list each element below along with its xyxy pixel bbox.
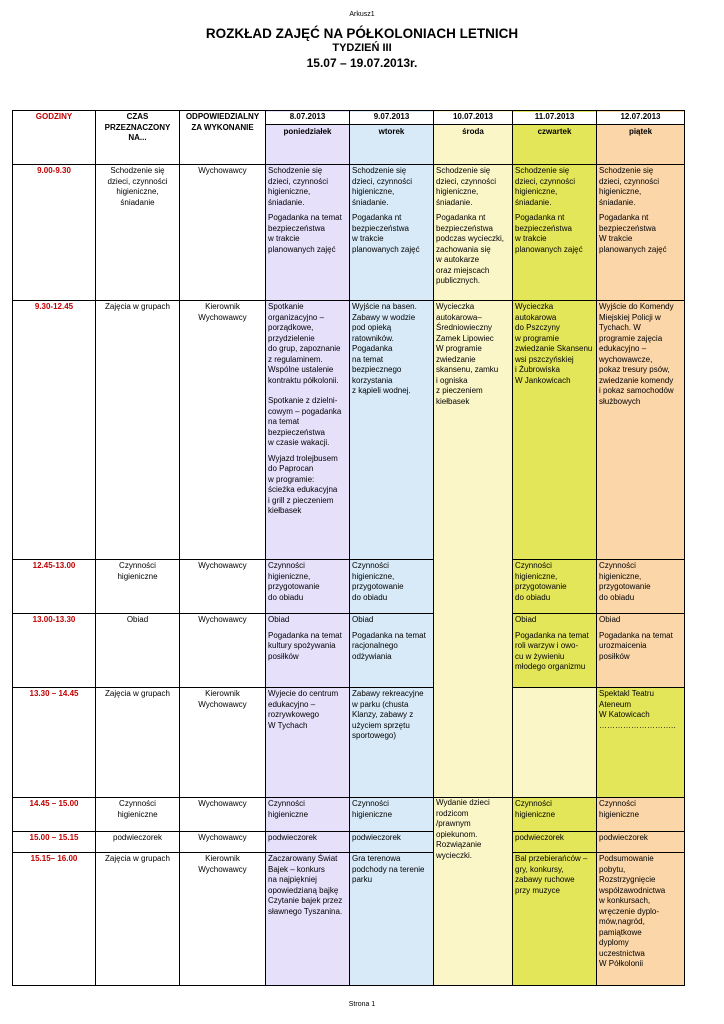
title-line-3: 15.07 – 19.07.2013r. [306,56,418,70]
activity-text: Czynności higieniczne, przygotowanie do obiadu [268,561,320,602]
activity-text: Wyjazd trolejbusem do Paprocan w programie: ścieżka edukacyjna i grill z pieczeniem kiełbasek [268,453,338,515]
odpowiedzialny-cell: Kierownik Wychowawcy [198,302,247,322]
activity-text: Wycieczka autokarowa– Średniowieczny Zamek Lipowiec W programie zwiedzanie skansenu, zamku i ogniska z pieczeniem kiełbasek [436,302,499,406]
czas-cell: Schodzenie się dzieci, czynności higieniczne, śniadanie [107,166,168,207]
activity-text: podwieczorek [599,833,648,842]
header-day-monday [266,111,350,165]
hour-cell: 14.45 – 15.00 [13,798,96,832]
tuesday-cell [350,688,434,798]
thursday-cell [597,688,685,798]
friday-cell [597,614,685,688]
thursday-cell [513,301,597,560]
monday-cell [266,798,350,832]
table-row [13,688,685,798]
header-row [13,111,685,165]
activity-text: Wycieczka autokarowa do Pszczyny w programie zwiedzanie Skansenu wsi pszczyńskiej i Żubrowiska W Jankowicach [515,302,593,385]
day-name: wtorek [378,126,405,136]
tuesday-cell [350,614,434,688]
monday-cell [266,165,350,301]
header-odpowiedzialny: ODPOWIEDZIALNY ZA WYKONANIE [180,111,266,165]
activity-text: Czynności higieniczne, przygotowanie do obiadu [515,561,567,602]
sheet-name: Arkusz1 [349,11,375,18]
hour-cell: 15.00 – 15.15 [13,832,96,853]
day-name: piątek [628,126,653,136]
activity-text: Spektakl Teatru Ateneum W Katowicach ……………………….. [599,689,676,730]
odpowiedzialny-cell: Wychowawcy [198,833,247,842]
odpowiedzialny-cell: Wychowawcy [198,166,247,175]
czas-cell: Obiad [126,615,149,624]
activity-text: Wyjecie do centrum edukacyjno – rozrywkowego W Tychach [268,689,339,730]
tuesday-cell [350,798,434,832]
wednesday-cell [434,165,513,301]
day-date: 11.07.2013 [513,112,596,125]
activity-text: Czynności higieniczne, przygotowanie do obiadu [352,561,404,602]
activity-text: Czynności higieniczne [268,799,309,819]
header-godziny: GODZINY [13,111,96,165]
header-czas: CZAS PRZEZNACZONY NA... [96,111,180,165]
activity-text: Gra terenowa podchody na terenie parku [352,854,425,884]
activity-text: Czynności higieniczne [599,799,640,819]
tuesday-cell [350,832,434,853]
activity-text: Podsumowanie pobytu, Rozstrzygnięcie współzawodnictwa w konkursach, wręczenie dyplo- mów,nagród, pamiątkowe dyplomy uczestnictwa W Półkolonii [599,854,666,968]
czas-cell: Zajęcia w grupach [105,854,170,863]
activity-text: Pogadanka nt bezpieczeństwa w trakcie planowanych zajęć [352,213,420,254]
activity-text: Obiad [352,615,374,624]
tuesday-cell [350,560,434,614]
table-row [13,301,685,560]
activity-text: Wyjście do Komendy Miejskiej Policji w Tychach. W programie zajęcia edukacyjno – wychowawcze, pokaz tresury psów, zwiedzanie komendy i pokaz samochodów służbowych [599,302,674,406]
day-date: 9.07.2013 [350,112,433,125]
tuesday-cell [350,165,434,301]
title-line-1: ROZKŁAD ZAJĘĆ NA PÓŁKOLONIACH LETNICH [205,26,519,41]
friday-cell [597,832,685,853]
czas-cell: Czynności higieniczne [117,799,158,819]
tuesday-cell [350,853,434,986]
activity-text: Schodzenie się dzieci, czynności higieniczne, śniadanie. [515,166,576,207]
thursday-cell [513,560,597,614]
table-row [13,165,685,301]
header-day-tuesday [350,111,434,165]
activity-text: Pogadanka nt bezpieczeństwa podczas wycieczki, zachowania się w autokarze oraz miejscach publicznych. [436,213,505,285]
odpowiedzialny-cell: Wychowawcy [198,615,247,624]
activity-text: Pogadanka nt bezpieczeństwa w trakcie planowanych zajęć [515,213,583,254]
hour-cell: 15.15– 16.00 [13,853,96,986]
table-row [13,832,685,853]
activity-text: Pogadanka na temat racjonalnego odżywiania [352,630,426,661]
activity-text: Obiad [515,615,537,624]
friday-cell [597,165,685,301]
activity-text: Pogadanka na temat bezpieczeństwa w trakcie planowanych zajęć [268,213,342,254]
monday-cell [266,560,350,614]
activity-text: Pogadanka na temat roli warzyw i owo- cu w żywieniu młodego organizmu [515,630,589,671]
page-footer: Strona 1 [348,1001,376,1008]
hour-cell: 9.30-12.45 [13,301,96,560]
day-date: 10.07.2013 [434,112,512,125]
activity-text: Czynności higieniczne [515,799,556,819]
activity-text: Spotkanie z dzielni- cowym – pogadanka na temat bezpieczeństwa w czasie wakacji. [268,396,342,447]
title-line-2: TYDZIEŃ III [332,42,392,54]
wednesday-cell [434,798,513,986]
czas-cell: Zajęcia w grupach [105,689,170,698]
odpowiedzialny-cell: Kierownik Wychowawcy [198,854,247,874]
monday-cell [266,688,350,798]
activity-text: Obiad [599,615,621,624]
table-row [13,798,685,832]
thursday-cell [513,832,597,853]
czas-cell: Zajęcia w grupach [105,302,170,311]
tuesday-cell [350,301,434,560]
activity-text: Obiad [268,615,290,624]
activity-text: Bal przebierańców – gry, konkursy, zabawy ruchowe przy muzyce [515,854,588,895]
wednesday-cell [513,688,597,798]
hour-cell: 9.00-9.30 [13,165,96,301]
activity-text: Zabawy rekreacyjne w parku (chusta Klanzy, zabawy z użyciem sprzętu sportowego) [352,689,424,740]
day-name: poniedziałek [283,126,332,136]
table-row [13,614,685,688]
hour-cell: 13.30 – 14.45 [13,688,96,798]
wednesday-cell [434,301,513,798]
activity-text: podwieczorek [352,833,401,842]
activity-text: podwieczorek [268,833,317,842]
activity-text: Pogadanka na temat urozmaicenia posiłków [599,630,673,661]
monday-cell [266,853,350,986]
thursday-cell [513,798,597,832]
thursday-cell [513,614,597,688]
day-name: czwartek [537,126,572,136]
page-title [0,26,724,71]
activity-text: Schodzenie się dzieci, czynności higieniczne, śniadanie. [352,166,413,207]
table-row [13,853,685,986]
hour-cell: 13.00-13.30 [13,614,96,688]
odpowiedzialny-cell: Wychowawcy [198,799,247,808]
monday-cell [266,614,350,688]
header-day-friday [597,111,685,165]
day-date: 12.07.2013 [597,112,684,125]
czas-cell: Czynności higieniczne [117,561,158,581]
thursday-cell [513,853,597,986]
odpowiedzialny-cell: Wychowawcy [198,561,247,570]
activity-text: Schodzenie się dzieci, czynności higieniczne, śniadanie. [268,166,329,207]
friday-cell [597,301,685,560]
odpowiedzialny-cell: Kierownik Wychowawcy [198,689,247,709]
activity-text: Wydanie dzieci rodzicom /prawnym opiekunom. Rozwiązanie wycieczki. [436,798,490,860]
activity-text: Zaczarowany Świat Bajek – konkurs na najpiękniej opowiedzianą bajkę Czytanie bajek przez sławnego Tyszanina. [268,854,343,916]
table-row [13,560,685,614]
monday-cell [266,832,350,853]
friday-cell [597,560,685,614]
activity-text: Czynności higieniczne, przygotowanie do obiadu [599,561,651,602]
day-name: środa [462,126,484,136]
activity-text: Spotkanie organizacyjno – porządkowe, przydzielenie do grup, zapoznanie z regulaminem. Wspólne ustalenie kontraktu półkolonii. [268,302,341,385]
friday-cell [597,798,685,832]
activity-text: Schodzenie się dzieci, czynności higieniczne, śniadanie. [599,166,660,207]
friday-cell [597,853,685,986]
schedule-table [12,110,685,986]
thursday-cell [513,165,597,301]
activity-text: Pogadanka nt bezpieczeństwa W trakcie planowanych zajęć [599,213,667,254]
day-date: 8.07.2013 [266,112,349,125]
activity-text: Schodzenie się dzieci, czynności higieniczne, śniadanie. [436,166,497,207]
monday-cell [266,301,350,560]
hour-cell: 12.45-13.00 [13,560,96,614]
activity-text: Pogadanka na temat kultury spożywania posiłków [268,630,342,661]
activity-text: podwieczorek [515,833,564,842]
activity-text: Czynności higieniczne [352,799,393,819]
header-day-thursday [513,111,597,165]
activity-text: Wyjście na basen. Zabawy w wodzie pod opieką ratowników. Pogadanka na temat bezpiecznego korzystania z kąpieli wodnej. [352,302,417,395]
header-day-wednesday [434,111,513,165]
czas-cell: podwieczorek [113,833,162,842]
